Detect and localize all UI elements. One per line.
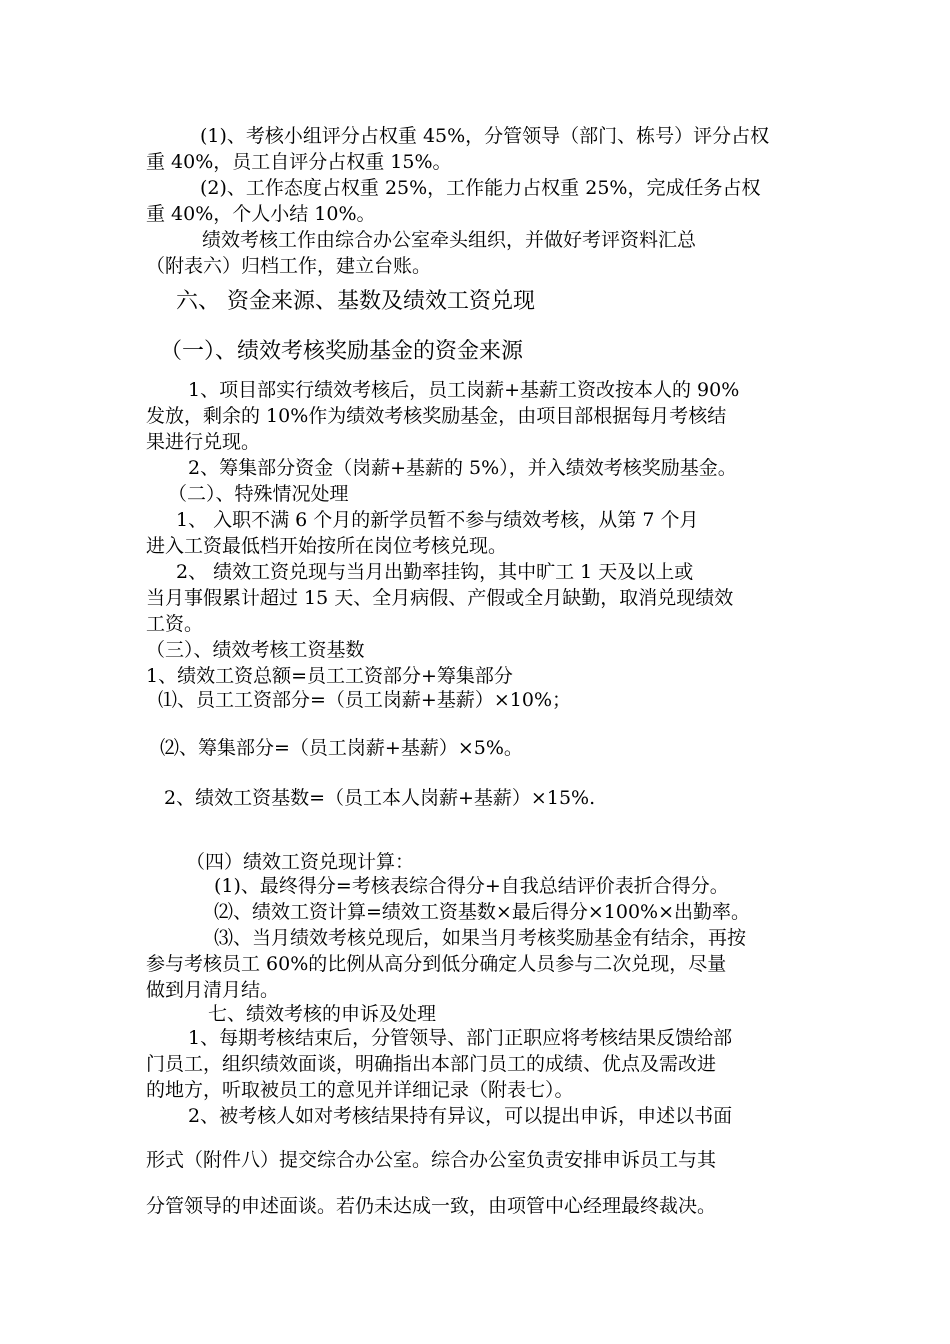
text-line: 2、被考核人如对考核结果持有异议，可以提出申诉，申述以书面 [188,1105,733,1127]
section-heading: 七、绩效考核的申诉及处理 [208,1003,437,1025]
text-line: 1、绩效工资总额=员工工资部分+筹集部分 [146,665,513,687]
text-line: 做到月清月结。 [146,979,280,1001]
subsection-heading: （四）绩效工资兑现计算： [186,851,415,873]
text-line: (1)、最终得分=考核表综合得分+自我总结评价表折合得分。 [214,875,729,897]
text-line: 1、项目部实行绩效考核后，员工岗薪+基薪工资改按本人的 90% [188,379,740,401]
text-line: (1)、考核小组评分占权重 45%，分管领导（部门、栋号）评分占权 [200,125,770,147]
text-line: ⑵、绩效工资计算=绩效工资基数×最后得分×100%×出勤率。 [214,901,750,923]
text-line: 参与考核员工 60%的比例从高分到低分确定人员参与二次兑现，尽量 [146,953,727,975]
text-line: 工资。 [146,613,204,635]
text-line: 2、筹集部分资金（岗薪+基薪的 5%），并入绩效考核奖励基金。 [188,457,737,479]
text-line: 1、每期考核结束后，分管领导、部门正职应将考核结果反馈给部 [188,1027,733,1049]
text-line: 重 40%，员工自评分占权重 15%。 [146,151,452,173]
text-line: 果进行兑现。 [146,431,261,453]
text-line: 绩效考核工作由综合办公室牵头组织，并做好考评资料汇总 [202,229,697,251]
formula-line: ⑴、员工工资部分=（员工岗薪+基薪）×10%； [158,689,571,711]
text-line: （附表六）归档工作，建立台账。 [146,255,432,277]
text-line: 分管领导的申述面谈。若仍未达成一致，由项管中心经理最终裁决。 [146,1195,717,1217]
formula-line: ⑵、筹集部分=（员工岗薪+基薪）×5%。 [160,737,523,759]
text-line: 发放，剩余的 10%作为绩效考核奖励基金，由项目部根据每月考核结 [146,405,727,427]
text-line: (2)、工作态度占权重 25%，工作能力占权重 25%，完成任务占权 [200,177,761,199]
text-line: 2、 绩效工资兑现与当月出勤率挂钩，其中旷工 1 天及以上或 [176,561,694,583]
text-line: 进入工资最低档开始按所在岗位考核兑现。 [146,535,508,557]
subsection-heading: （一）、绩效考核奖励基金的资金来源 [160,339,524,364]
subsection-heading: （三）、绩效考核工资基数 [146,639,365,661]
text-line: ⑶、当月绩效考核兑现后，如果当月考核奖励基金有结余，再按 [214,927,747,949]
subsection-heading: （二）、特殊情况处理 [168,483,349,505]
text-line: 当月事假累计超过 15 天、全月病假、产假或全月缺勤，取消兑现绩效 [146,587,734,609]
text-line: 1、 入职不满 6 个月的新学员暂不参与绩效考核，从第 7 个月 [176,509,699,531]
formula-line: 2、绩效工资基数=（员工本人岗薪+基薪）×15%. [164,787,596,809]
text-line: 的地方，听取被员工的意见并详细记录（附表七）。 [146,1079,574,1101]
section-heading: 六、 资金来源、基数及绩效工资兑现 [176,289,535,314]
text-line: 门员工，组织绩效面谈，明确指出本部门员工的成绩、优点及需改进 [146,1053,717,1075]
text-line: 形式（附件八）提交综合办公室。综合办公室负责安排申诉员工与其 [146,1149,717,1171]
text-line: 重 40%，个人小结 10%。 [146,203,376,225]
